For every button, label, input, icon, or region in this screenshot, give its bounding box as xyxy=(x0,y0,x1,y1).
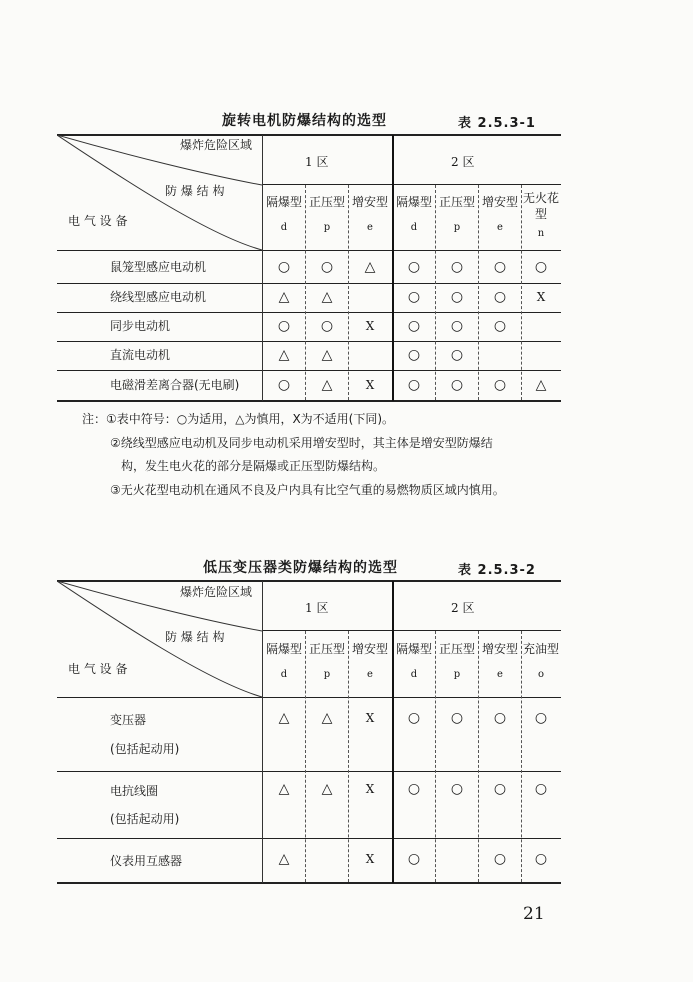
equipment-name: 鼠笼型感应电动机 xyxy=(110,260,207,274)
suitability-cell: X xyxy=(365,711,375,725)
suitability-cell: △ xyxy=(321,289,333,305)
equipment-name: 电抗线圈 xyxy=(110,784,159,798)
row-divider xyxy=(57,838,561,839)
structure-axis-label: 防 爆 结 构 xyxy=(165,630,225,644)
table2-title: 低压变压器类防爆结构的选型 xyxy=(203,560,398,576)
type-header: 隔爆型 xyxy=(265,195,302,209)
equipment-name: 绕线型感应电动机 xyxy=(110,290,207,304)
suitability-cell: △ xyxy=(321,377,333,393)
table1-note: 注：①表中符号：○为适用，△为慎用，X为不适用(下同)。 xyxy=(82,412,395,426)
suitability-cell: ○ xyxy=(493,259,507,275)
type-code: d xyxy=(410,669,418,680)
row-divider xyxy=(57,771,561,772)
table1-note: ③无火花型电动机在通风不良及户内具有比空气重的易燃物质区域内慎用。 xyxy=(110,483,505,497)
suitability-cell: ○ xyxy=(493,377,507,393)
zone-column-line xyxy=(392,581,394,883)
suitability-cell: △ xyxy=(278,851,290,867)
suitability-cell: ○ xyxy=(450,710,464,726)
suitability-cell: ○ xyxy=(407,377,421,393)
suitability-cell: ○ xyxy=(407,781,421,797)
suitability-cell: ○ xyxy=(407,710,421,726)
suitability-cell: △ xyxy=(278,289,290,305)
suitability-cell: ○ xyxy=(277,377,291,393)
suitability-cell: X xyxy=(536,290,546,304)
suitability-cell: △ xyxy=(321,710,333,726)
type-header: 正压型 xyxy=(438,642,475,656)
zone2-header: 2 区 xyxy=(451,601,475,615)
type-header: 正压型 xyxy=(308,195,345,209)
equipment-name: 电磁滑差离合器(无电刷) xyxy=(110,378,240,392)
row-divider xyxy=(57,312,561,313)
zone-divider-rule xyxy=(262,184,561,185)
suitability-cell: ○ xyxy=(320,318,334,334)
suitability-cell: △ xyxy=(278,781,290,797)
suitability-cell: △ xyxy=(278,710,290,726)
suitability-cell: ○ xyxy=(534,710,548,726)
suitability-cell: △ xyxy=(321,781,333,797)
suitability-cell: ○ xyxy=(493,289,507,305)
suitability-cell: ○ xyxy=(534,259,548,275)
suitability-cell: ○ xyxy=(450,347,464,363)
zone-divider-rule xyxy=(262,630,561,631)
type-header: 充油型 xyxy=(522,642,559,656)
type-header: 隔爆型 xyxy=(395,642,432,656)
suitability-cell: ○ xyxy=(407,347,421,363)
type-header: 无火花型 xyxy=(522,191,559,221)
suitability-cell: ○ xyxy=(407,318,421,334)
type-header: 增安型 xyxy=(481,642,518,656)
type-code: p xyxy=(453,222,461,233)
suitability-cell: ○ xyxy=(450,289,464,305)
table1-note: 构，发生电火花的部分是隔爆或正压型防爆结构。 xyxy=(121,459,386,473)
suitability-cell: X xyxy=(365,378,375,392)
suitability-cell: ○ xyxy=(450,781,464,797)
type-header: 增安型 xyxy=(351,642,388,656)
table2-bottom-rule xyxy=(57,882,561,884)
type-code: d xyxy=(410,222,418,233)
type-code: e xyxy=(367,222,373,233)
suitability-cell: △ xyxy=(278,347,290,363)
suitability-cell: ○ xyxy=(320,259,334,275)
suitability-cell: △ xyxy=(535,377,547,393)
suitability-cell: △ xyxy=(364,259,376,275)
suitability-cell: ○ xyxy=(450,318,464,334)
type-code: o xyxy=(537,669,545,680)
equipment-note: (包括起动用) xyxy=(110,742,180,756)
suitability-cell: ○ xyxy=(277,259,291,275)
table2-number: 表 2.5.3-2 xyxy=(458,563,536,578)
type-code: p xyxy=(323,669,331,680)
equipment-note: (包括起动用) xyxy=(110,812,180,826)
table1-note: ②绕线型感应电动机及同步电动机采用增安型时，其主体是增安型防爆结 xyxy=(110,436,493,450)
suitability-cell: ○ xyxy=(407,259,421,275)
suitability-cell: X xyxy=(365,782,375,796)
suitability-cell: ○ xyxy=(493,710,507,726)
row-divider xyxy=(57,370,561,371)
type-header: 增安型 xyxy=(351,195,388,209)
zone1-header: 1 区 xyxy=(305,155,329,169)
zone1-header: 1 区 xyxy=(305,601,329,615)
type-header: 正压型 xyxy=(438,195,475,209)
suitability-cell: X xyxy=(365,852,375,866)
zone-axis-label: 爆炸危险区域 xyxy=(180,138,253,152)
type-code: e xyxy=(367,669,373,680)
zone2-header: 2 区 xyxy=(451,155,475,169)
table1-title: 旋转电机防爆结构的选型 xyxy=(222,113,387,129)
zone-axis-label: 爆炸危险区域 xyxy=(180,585,253,599)
equipment-name: 同步电动机 xyxy=(110,319,171,333)
row-divider xyxy=(57,341,561,342)
type-code: n xyxy=(537,228,545,239)
type-header: 隔爆型 xyxy=(395,195,432,209)
suitability-cell: ○ xyxy=(450,377,464,393)
type-header: 正压型 xyxy=(308,642,345,656)
suitability-cell: ○ xyxy=(407,851,421,867)
suitability-cell: ○ xyxy=(493,318,507,334)
suitability-cell: ○ xyxy=(450,259,464,275)
page-number: 21 xyxy=(523,904,545,924)
table1-bottom-rule xyxy=(57,400,561,402)
row-divider xyxy=(57,283,561,284)
suitability-cell: ○ xyxy=(493,781,507,797)
suitability-cell: △ xyxy=(321,347,333,363)
type-header: 增安型 xyxy=(481,195,518,209)
equipment-name: 仪表用互感器 xyxy=(110,854,183,868)
type-code: d xyxy=(280,669,288,680)
suitability-cell: ○ xyxy=(407,289,421,305)
equipment-name: 直流电动机 xyxy=(110,348,171,362)
equipment-axis-label: 电 气 设 备 xyxy=(68,662,128,676)
suitability-cell: ○ xyxy=(534,851,548,867)
type-code: e xyxy=(497,669,503,680)
type-header: 隔爆型 xyxy=(265,642,302,656)
table1-number: 表 2.5.3-1 xyxy=(458,116,536,131)
structure-axis-label: 防 爆 结 构 xyxy=(165,184,225,198)
suitability-cell: X xyxy=(365,319,375,333)
suitability-cell: ○ xyxy=(493,851,507,867)
equipment-axis-label: 电 气 设 备 xyxy=(68,214,128,228)
type-code: p xyxy=(323,222,331,233)
type-code: p xyxy=(453,669,461,680)
equipment-name: 变压器 xyxy=(110,713,147,727)
type-code: d xyxy=(280,222,288,233)
type-code: e xyxy=(497,222,503,233)
suitability-cell: ○ xyxy=(277,318,291,334)
suitability-cell: ○ xyxy=(534,781,548,797)
